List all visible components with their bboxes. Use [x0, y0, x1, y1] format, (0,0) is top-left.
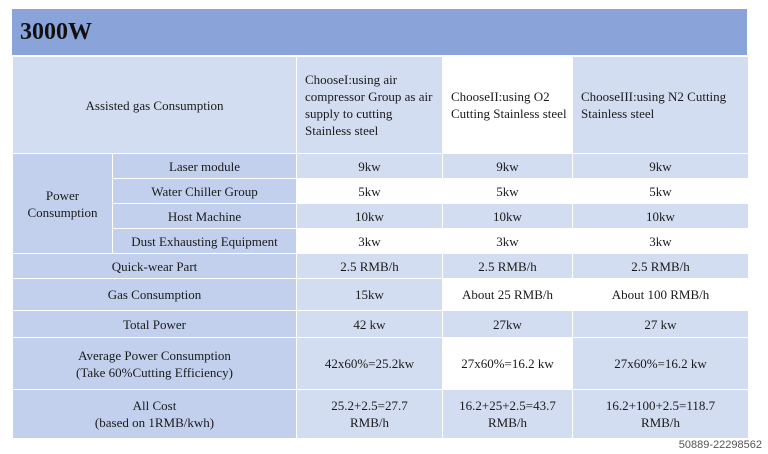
- cell: About 100 RMB/h: [573, 279, 749, 311]
- cell: 3kw: [573, 229, 749, 254]
- table-row: [13, 338, 749, 390]
- cell: 42x60%=25.2kw: [297, 338, 443, 390]
- cell: 2.5 RMB/h: [297, 254, 443, 279]
- cell-line: RMB/h: [349, 415, 389, 430]
- cell-line: RMB/h: [640, 415, 680, 430]
- cell: About 25 RMB/h: [443, 279, 573, 311]
- row-label-line: All Cost: [132, 398, 177, 413]
- cell: 9kw: [297, 154, 443, 179]
- row-label-line: (Take 60%Cutting Efficiency): [76, 364, 233, 380]
- choice-3-header: ChooseIII:using N2 Cutting Stainless steel: [573, 57, 749, 154]
- row-label: Quick-wear Part: [13, 254, 297, 279]
- cell: 42 kw: [297, 311, 443, 338]
- cell: [297, 390, 443, 439]
- table-row: [13, 279, 749, 311]
- cell-line: 25.2+2.5=27.7: [331, 398, 408, 413]
- cell: 27kw: [443, 311, 573, 338]
- row-label: Water Chiller Group: [113, 179, 297, 204]
- cell-line: 16.2+25+2.5=43.7: [459, 398, 556, 413]
- cell-line: 16.2+100+2.5=118.7: [605, 398, 716, 413]
- table-row: [13, 154, 749, 179]
- row-label: Laser module: [113, 154, 297, 179]
- cell: [573, 390, 749, 439]
- table-row: [13, 254, 749, 279]
- cell: [443, 390, 573, 439]
- cell: 9kw: [443, 154, 573, 179]
- cell: 27x60%=16.2 kw: [573, 338, 749, 390]
- choice-1-header: ChooseI:using air compressor Group as air supply to cutting Stainless steel: [297, 57, 443, 154]
- cell: 9kw: [573, 154, 749, 179]
- choice-2-header: ChooseII:using O2 Cutting Stainless steel: [443, 57, 573, 154]
- table-row: [13, 390, 749, 439]
- row-label: Host Machine: [113, 204, 297, 229]
- cell: 10kw: [297, 204, 443, 229]
- cell: 3kw: [297, 229, 443, 254]
- cell: 27 kw: [573, 311, 749, 338]
- cell: 10kw: [573, 204, 749, 229]
- cost-table: [12, 56, 749, 439]
- watermark-id: 50889-22298562: [678, 439, 762, 451]
- power-consumption-group-label: Power Consumption: [13, 154, 113, 254]
- cell-line: RMB/h: [487, 415, 527, 430]
- table-row: [13, 179, 749, 204]
- row-label-line: Average Power Consumption: [78, 347, 231, 363]
- cell: 5kw: [443, 179, 573, 204]
- row-label: Dust Exhausting Equipment: [113, 229, 297, 254]
- cell: 5kw: [573, 179, 749, 204]
- row-label: [13, 390, 297, 439]
- cell: 2.5 RMB/h: [443, 254, 573, 279]
- header-label: Assisted gas Consumption: [13, 57, 297, 154]
- cell: 5kw: [297, 179, 443, 204]
- row-label: Total Power: [13, 311, 297, 338]
- table-header-row: [13, 57, 749, 154]
- row-label: Gas Consumption: [13, 279, 297, 311]
- table-row: [13, 311, 749, 338]
- cell: 3kw: [443, 229, 573, 254]
- row-label: [13, 338, 297, 390]
- page-title: 3000W: [12, 9, 747, 55]
- cell: 10kw: [443, 204, 573, 229]
- row-label-line: (based on 1RMB/kwh): [94, 415, 215, 430]
- cell: 27x60%=16.2 kw: [443, 338, 573, 390]
- cell: 2.5 RMB/h: [573, 254, 749, 279]
- table-row: [13, 229, 749, 254]
- table-row: [13, 204, 749, 229]
- cell: 15kw: [297, 279, 443, 311]
